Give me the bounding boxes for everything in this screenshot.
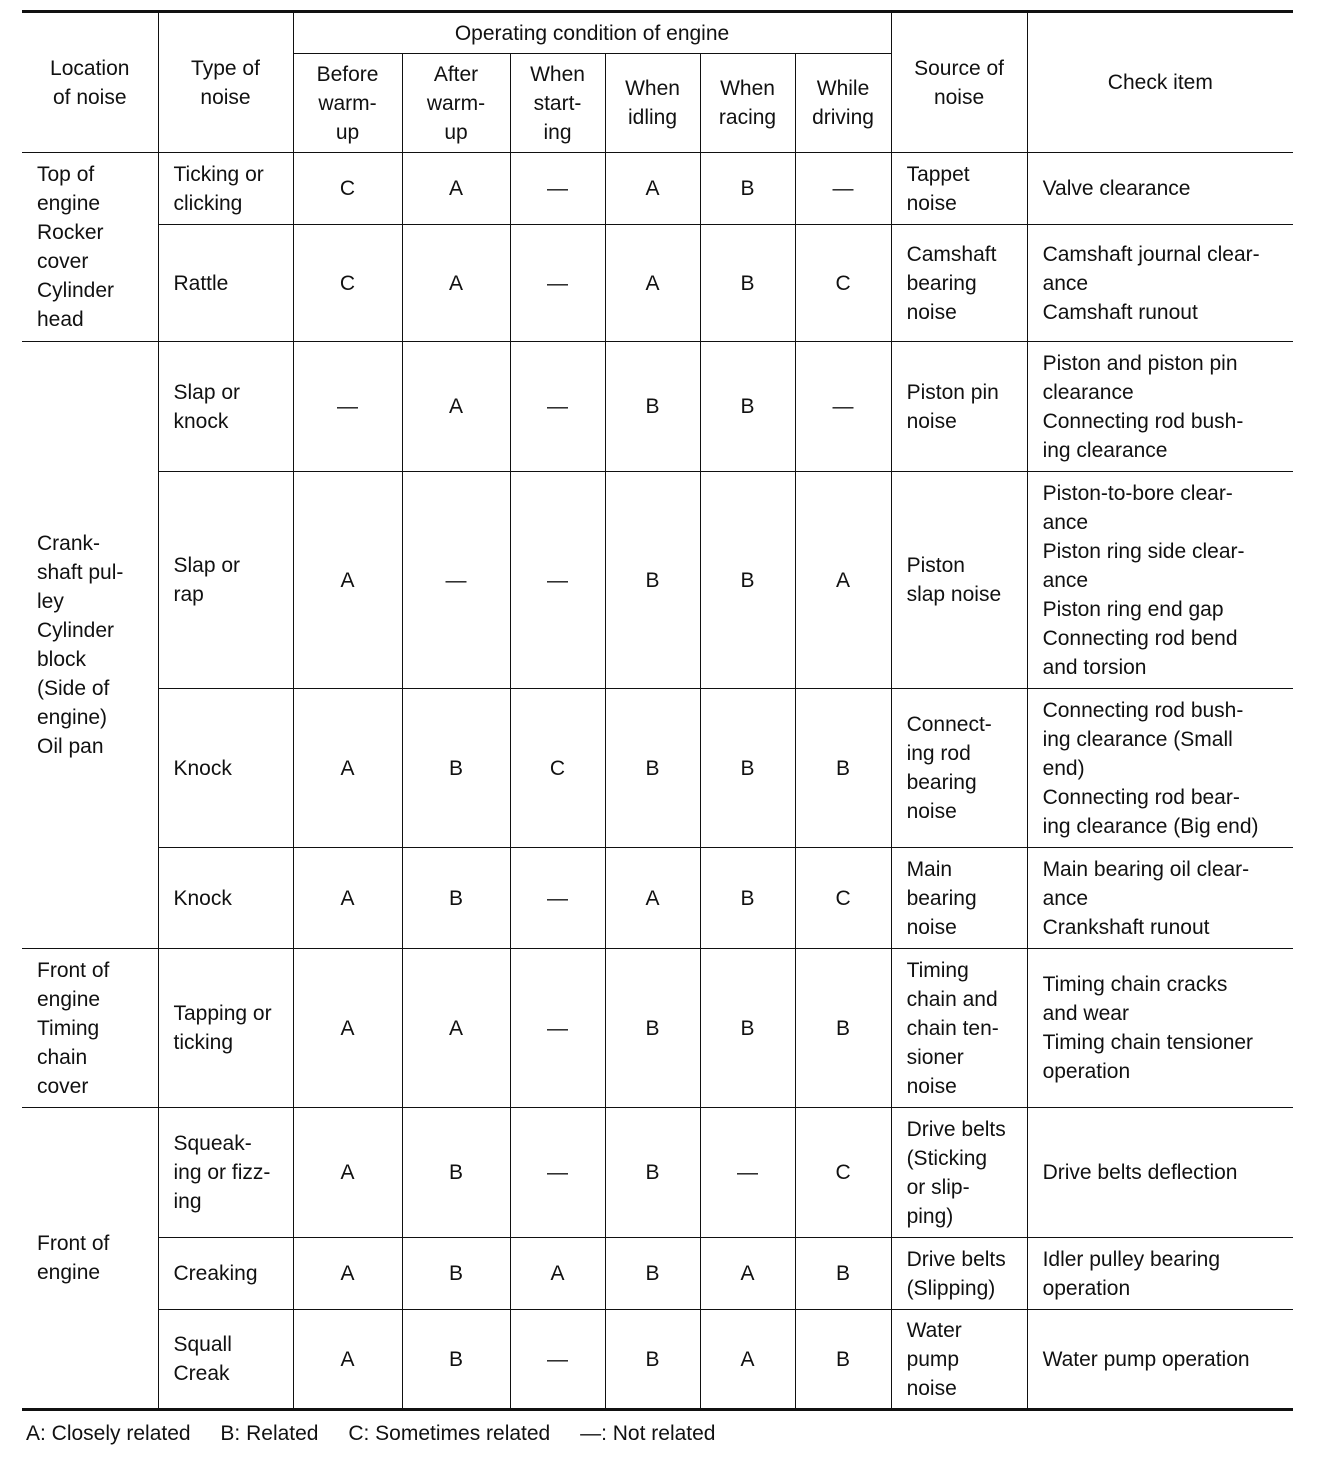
- when-racing-cell: B: [700, 848, 795, 949]
- header-after-warmup: After warm- up: [402, 54, 510, 153]
- table-row: [22, 1238, 1293, 1310]
- when-starting-cell: —: [510, 153, 605, 225]
- header-location: Location of noise: [22, 12, 158, 153]
- noise-source-cell: Timing chain and chain ten- sioner noise: [891, 949, 1027, 1108]
- header-when-racing: When racing: [700, 54, 795, 153]
- when-starting-cell: —: [510, 472, 605, 689]
- when-idling-cell: B: [605, 342, 700, 472]
- noise-source-cell: Drive belts (Slipping): [891, 1238, 1027, 1310]
- noise-type-cell: Ticking or clicking: [158, 153, 293, 225]
- legend-sometimes-related: C: Sometimes related: [348, 1422, 551, 1445]
- check-item-cell: Idler pulley bearing operation: [1027, 1238, 1293, 1310]
- when-idling-cell: A: [605, 153, 700, 225]
- after-warmup-cell: A: [402, 153, 510, 225]
- noise-diagnosis-table: [22, 10, 1293, 1411]
- table-row: [22, 689, 1293, 848]
- check-item-cell: Valve clearance: [1027, 153, 1293, 225]
- when-starting-cell: —: [510, 1310, 605, 1410]
- header-source: Source of noise: [891, 12, 1027, 153]
- when-racing-cell: —: [700, 1108, 795, 1238]
- when-idling-cell: B: [605, 472, 700, 689]
- legend-related: B: Related: [220, 1422, 319, 1445]
- noise-type-cell: Rattle: [158, 225, 293, 342]
- when-idling-cell: B: [605, 1108, 700, 1238]
- noise-type-cell: Squall Creak: [158, 1310, 293, 1410]
- noise-source-cell: Piston pin noise: [891, 342, 1027, 472]
- noise-type-cell: Slap or rap: [158, 472, 293, 689]
- noise-source-cell: Piston slap noise: [891, 472, 1027, 689]
- before-warmup-cell: A: [293, 848, 402, 949]
- check-item-cell: Connecting rod bush- ing clearance (Small end) Connecting rod bear- ing clearance (Big end): [1027, 689, 1293, 848]
- after-warmup-cell: A: [402, 342, 510, 472]
- when-starting-cell: —: [510, 342, 605, 472]
- while-driving-cell: B: [795, 949, 891, 1108]
- check-item-cell: Water pump operation: [1027, 1310, 1293, 1410]
- header-when-starting: When start- ing: [510, 54, 605, 153]
- when-idling-cell: B: [605, 1238, 700, 1310]
- after-warmup-cell: A: [402, 225, 510, 342]
- when-racing-cell: B: [700, 689, 795, 848]
- location-cell: Crank- shaft pul- ley Cylinder block (Side of engine) Oil pan: [22, 342, 158, 949]
- table-row: [22, 472, 1293, 689]
- table-row: [22, 848, 1293, 949]
- before-warmup-cell: —: [293, 342, 402, 472]
- table-row: [22, 225, 1293, 342]
- after-warmup-cell: A: [402, 949, 510, 1108]
- while-driving-cell: B: [795, 1310, 891, 1410]
- before-warmup-cell: A: [293, 1238, 402, 1310]
- after-warmup-cell: B: [402, 1310, 510, 1410]
- when-starting-cell: —: [510, 949, 605, 1108]
- when-starting-cell: —: [510, 225, 605, 342]
- while-driving-cell: —: [795, 342, 891, 472]
- when-idling-cell: B: [605, 949, 700, 1108]
- when-idling-cell: A: [605, 848, 700, 949]
- before-warmup-cell: A: [293, 472, 402, 689]
- check-item-cell: Piston and piston pin clearance Connecting rod bush- ing clearance: [1027, 342, 1293, 472]
- check-item-cell: Drive belts deflection: [1027, 1108, 1293, 1238]
- location-cell: Front of engine Timing chain cover: [22, 949, 158, 1108]
- noise-source-cell: Main bearing noise: [891, 848, 1027, 949]
- while-driving-cell: B: [795, 689, 891, 848]
- before-warmup-cell: C: [293, 153, 402, 225]
- table-row: [22, 1108, 1293, 1238]
- header-while-driving: While driving: [795, 54, 891, 153]
- header-type: Type of noise: [158, 12, 293, 153]
- before-warmup-cell: C: [293, 225, 402, 342]
- table-row: [22, 949, 1293, 1108]
- while-driving-cell: —: [795, 153, 891, 225]
- before-warmup-cell: A: [293, 949, 402, 1108]
- when-racing-cell: A: [700, 1310, 795, 1410]
- after-warmup-cell: B: [402, 689, 510, 848]
- when-idling-cell: B: [605, 1310, 700, 1410]
- while-driving-cell: B: [795, 1238, 891, 1310]
- header-when-idling: When idling: [605, 54, 700, 153]
- when-racing-cell: B: [700, 225, 795, 342]
- before-warmup-cell: A: [293, 689, 402, 848]
- after-warmup-cell: B: [402, 1108, 510, 1238]
- when-racing-cell: B: [700, 472, 795, 689]
- when-idling-cell: B: [605, 689, 700, 848]
- noise-source-cell: Connect- ing rod bearing noise: [891, 689, 1027, 848]
- noise-source-cell: Camshaft bearing noise: [891, 225, 1027, 342]
- check-item-cell: Timing chain cracks and wear Timing chain tensioner operation: [1027, 949, 1293, 1108]
- while-driving-cell: C: [795, 848, 891, 949]
- before-warmup-cell: A: [293, 1108, 402, 1238]
- after-warmup-cell: B: [402, 848, 510, 949]
- check-item-cell: Main bearing oil clear- ance Crankshaft runout: [1027, 848, 1293, 949]
- legend-not-related: —: Not related: [580, 1422, 716, 1445]
- while-driving-cell: C: [795, 225, 891, 342]
- noise-type-cell: Squeak- ing or fizz- ing: [158, 1108, 293, 1238]
- when-racing-cell: A: [700, 1238, 795, 1310]
- noise-source-cell: Tappet noise: [891, 153, 1027, 225]
- when-starting-cell: —: [510, 1108, 605, 1238]
- when-starting-cell: C: [510, 689, 605, 848]
- noise-type-cell: Knock: [158, 848, 293, 949]
- table-row: [22, 342, 1293, 472]
- while-driving-cell: A: [795, 472, 891, 689]
- location-cell: Front of engine: [22, 1108, 158, 1410]
- after-warmup-cell: —: [402, 472, 510, 689]
- check-item-cell: Camshaft journal clear- ance Camshaft runout: [1027, 225, 1293, 342]
- when-starting-cell: A: [510, 1238, 605, 1310]
- noise-type-cell: Knock: [158, 689, 293, 848]
- header-before-warmup: Before warm- up: [293, 54, 402, 153]
- noise-type-cell: Creaking: [158, 1238, 293, 1310]
- table-row: [22, 153, 1293, 225]
- location-cell: Top of engine Rocker cover Cylinder head: [22, 153, 158, 342]
- when-racing-cell: B: [700, 153, 795, 225]
- noise-source-cell: Drive belts (Sticking or slip- ping): [891, 1108, 1027, 1238]
- noise-type-cell: Slap or knock: [158, 342, 293, 472]
- while-driving-cell: C: [795, 1108, 891, 1238]
- header-operating-condition: Operating condition of engine: [293, 12, 891, 54]
- header-check-item: Check item: [1027, 12, 1293, 153]
- legend: [26, 1420, 740, 1448]
- legend-closely-related: A: Closely related: [26, 1422, 191, 1445]
- after-warmup-cell: B: [402, 1238, 510, 1310]
- when-starting-cell: —: [510, 848, 605, 949]
- before-warmup-cell: A: [293, 1310, 402, 1410]
- noise-type-cell: Tapping or ticking: [158, 949, 293, 1108]
- table-row: [22, 1310, 1293, 1410]
- noise-source-cell: Water pump noise: [891, 1310, 1027, 1410]
- check-item-cell: Piston-to-bore clear- ance Piston ring side clear- ance Piston ring end gap Connecting rod bend and torsion: [1027, 472, 1293, 689]
- when-racing-cell: B: [700, 342, 795, 472]
- when-idling-cell: A: [605, 225, 700, 342]
- when-racing-cell: B: [700, 949, 795, 1108]
